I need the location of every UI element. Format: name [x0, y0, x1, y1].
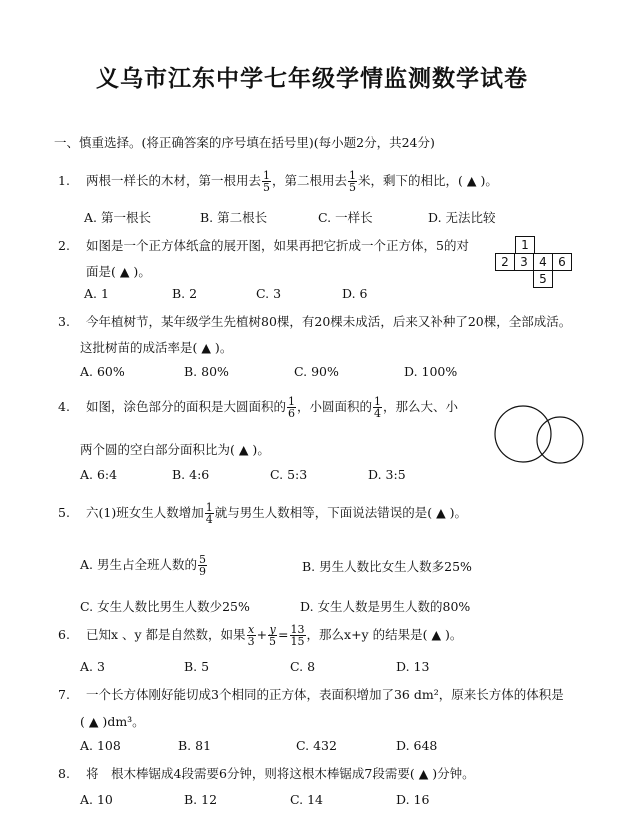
question-4 [58, 396, 458, 419]
net-cell: 6 [552, 253, 572, 271]
denominator: 5 [263, 181, 271, 194]
question-text: 六(1)班女生人数增加 [86, 505, 204, 520]
denominator: 3 [247, 635, 255, 648]
question-number: 7. [58, 687, 70, 702]
question-text: 将 根木棒锯成4段需要6分钟，则将这根木棒锯成7段需要( ▲ )分钟。 [86, 766, 475, 781]
option-b[interactable]: B. 5 [184, 659, 210, 674]
net-cell: 5 [533, 270, 553, 288]
question-number: 2. [58, 238, 70, 253]
question-text: 一个长方体刚好能切成3个相同的正方体，表面积增加了36 dm²，原来长方体的体积是 [86, 687, 564, 702]
fraction [198, 554, 207, 577]
option-a[interactable]: A. 10 [80, 792, 113, 807]
option-c[interactable]: C. 一样长 [318, 210, 373, 225]
question-2 [58, 236, 469, 254]
numerator: 1 [288, 395, 296, 408]
question-text: ( ▲ )dm³。 [80, 714, 145, 729]
numerator: x [247, 623, 255, 636]
option-b[interactable]: B. 80% [184, 364, 229, 379]
equals-sign: = [278, 627, 289, 642]
numerator: 1 [263, 169, 271, 182]
question-number: 8. [58, 766, 70, 781]
question-number: 3. [58, 314, 70, 329]
denominator: 9 [198, 565, 206, 578]
question-text: 两根一样长的木材，第一根用去 [86, 173, 262, 188]
option-c[interactable]: C. 8 [290, 659, 316, 674]
option-d[interactable]: D. 3:5 [368, 467, 406, 482]
question-1 [58, 170, 498, 193]
net-cell: 4 [533, 253, 553, 271]
option-a[interactable]: A. 1 [84, 286, 109, 301]
denominator: 4 [374, 407, 382, 420]
numerator: 1 [205, 501, 213, 514]
option-d[interactable]: D. 无法比较 [428, 210, 496, 225]
question-8 [58, 764, 475, 782]
question-text: ，小圆面积的 [297, 399, 373, 414]
fraction [262, 170, 271, 193]
numerator: y [269, 623, 276, 636]
question-text: 米，剩下的相比，( ▲ )。 [358, 173, 498, 188]
question-text: 如图是一个正方体纸盒的展开图，如果再把它折成一个正方体，5的对 [86, 238, 469, 253]
option-d[interactable]: D. 648 [396, 738, 438, 753]
question-text: 这批树苗的成活率是( ▲ )。 [80, 340, 233, 355]
option-a[interactable]: A. 第一根长 [84, 210, 151, 225]
plus-sign: + [256, 627, 268, 642]
option-c[interactable]: C. 3 [256, 286, 282, 301]
numerator: 1 [374, 395, 382, 408]
option-a[interactable]: A. 6:4 [80, 467, 118, 482]
question-text: 面是( ▲ )。 [86, 264, 151, 279]
option-b[interactable]: B. 2 [172, 286, 198, 301]
question-text: ，那么x+y 的结果是( ▲ )。 [306, 627, 463, 642]
fraction [205, 502, 214, 525]
fraction [290, 624, 306, 647]
fraction [247, 624, 256, 647]
numerator: 13 [290, 623, 305, 636]
option-b[interactable]: B. 4:6 [172, 467, 210, 482]
net-cell: 2 [495, 253, 515, 271]
section-heading: 一、慎重选择。(将正确答案的序号填在括号里)(每小题2分，共24分) [54, 135, 435, 150]
numerator: 1 [349, 169, 357, 182]
option-c[interactable]: C. 90% [294, 364, 339, 379]
option-b[interactable]: B. 81 [178, 738, 212, 753]
denominator: 15 [290, 635, 305, 648]
question-number: 5. [58, 505, 70, 520]
option-d[interactable]: D. 13 [396, 659, 430, 674]
option-d[interactable]: D. 16 [396, 792, 430, 807]
small-circle [537, 417, 583, 463]
page-title: 义乌市江东中学七年级学情监测数学试卷 [96, 65, 528, 92]
question-number: 6. [58, 627, 70, 642]
option-c[interactable]: C. 女生人数比男生人数少25% [80, 599, 250, 614]
option-d[interactable]: D. 6 [342, 286, 368, 301]
question-text: 如图，涂色部分的面积是大圆面积的 [86, 399, 287, 414]
question-3 [58, 312, 571, 330]
option-c[interactable]: C. 432 [296, 738, 337, 753]
question-text: ，那么大、小 [383, 399, 459, 414]
option-a[interactable]: A. 3 [80, 659, 105, 674]
fraction [268, 624, 277, 647]
question-number: 1. [58, 173, 70, 188]
option-b[interactable]: B. 12 [184, 792, 218, 807]
denominator: 6 [288, 407, 296, 420]
net-cell: 3 [514, 253, 534, 271]
denominator: 5 [269, 635, 277, 648]
net-cell: 1 [515, 236, 535, 254]
option-b[interactable]: B. 男生人数比女生人数多25% [302, 559, 472, 574]
option-text: A. 男生占全班人数的 [80, 557, 197, 572]
question-5 [58, 502, 467, 525]
denominator: 4 [205, 513, 213, 526]
question-text: 就与男生人数相等，下面说法错误的是( ▲ )。 [214, 505, 468, 520]
denominator: 5 [349, 181, 357, 194]
question-6 [58, 624, 462, 647]
option-d[interactable]: D. 女生人数是男生人数的80% [300, 599, 471, 614]
numerator: 5 [198, 553, 206, 566]
fraction [287, 396, 296, 419]
question-7 [58, 685, 564, 703]
big-circle [495, 406, 551, 462]
question-text: 已知x 、y 都是自然数，如果 [86, 627, 246, 642]
question-text: 今年植树节，某年级学生先植树80棵，有20棵未成活，后来又补种了20棵，全部成活。 [86, 314, 572, 329]
fraction [373, 396, 382, 419]
option-a[interactable]: A. 60% [80, 364, 125, 379]
question-number: 4. [58, 399, 70, 414]
option-a[interactable] [80, 554, 208, 577]
option-c[interactable]: C. 5:3 [270, 467, 308, 482]
question-text: 两个圆的空白部分面积比为( ▲ )。 [80, 442, 270, 457]
option-c[interactable]: C. 14 [290, 792, 323, 807]
fraction [348, 170, 357, 193]
option-d[interactable]: D. 100% [404, 364, 458, 379]
circles-figure [488, 404, 594, 468]
question-text: ，第二根用去 [272, 173, 348, 188]
option-b[interactable]: B. 第二根长 [200, 210, 268, 225]
option-a[interactable]: A. 108 [80, 738, 121, 753]
